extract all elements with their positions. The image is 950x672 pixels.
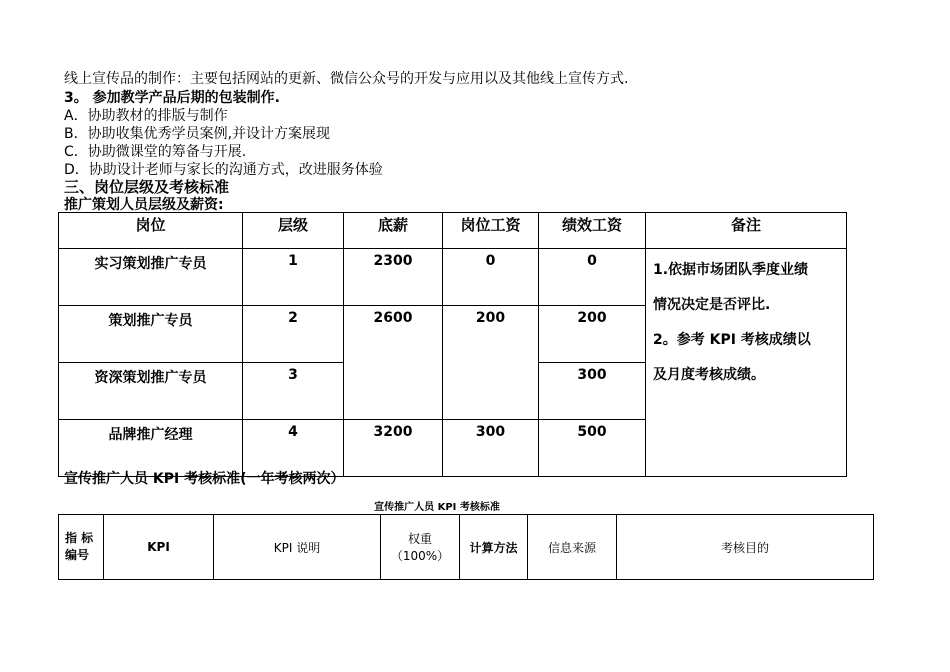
header-purpose: 考核目的 <box>617 515 874 580</box>
section-heading-3: 三、岗位层级及考核标准 <box>64 178 230 196</box>
header-weight <box>381 515 460 580</box>
list-item-a: A．协助教材的排版与制作 <box>64 108 228 124</box>
header-index-number <box>59 515 104 580</box>
cell-level: 3 <box>243 363 344 420</box>
cell-level: 2 <box>243 306 344 363</box>
kpi-heading: 宣传推广人员 KPI 考核标准(一年考核两次） <box>64 471 345 487</box>
cell-performance-wage: 200 <box>539 306 646 363</box>
text-line-online-promo: 线上宣传品的制作：主要包括网站的更新、微信公众号的开发与应用以及其他线上宣传方式. <box>64 71 629 87</box>
header-remarks: 备注 <box>646 213 847 249</box>
cell-post-wage: 300 <box>443 420 539 477</box>
cell-post-wage: 200 <box>443 306 539 420</box>
header-index-line: 编号 <box>65 548 90 562</box>
cell-base-salary: 2600 <box>344 306 443 420</box>
header-position: 岗位 <box>59 213 243 249</box>
section-item-3: 3。 参加教学产品后期的包装制作. <box>64 90 280 106</box>
list-item-b: B．协助收集优秀学员案例,并设计方案展现 <box>64 126 331 142</box>
header-weight-line: 权重 <box>407 532 432 546</box>
cell-performance-wage: 300 <box>539 363 646 420</box>
remark-line: 情况决定是否评比. <box>653 297 771 313</box>
salary-table <box>58 212 847 477</box>
table-title-salary: 推广策划人员层级及薪资: <box>64 197 224 213</box>
cell-post-wage: 0 <box>443 249 539 306</box>
header-calc-method: 计算方法 <box>460 515 528 580</box>
remarks-cell <box>646 249 847 477</box>
table-header-row <box>59 213 847 249</box>
header-kpi-description: KPI 说明 <box>214 515 381 580</box>
cell-level: 1 <box>243 249 344 306</box>
cell-position: 资深策划推广专员 <box>59 363 243 420</box>
list-item-d: D．协助设计老师与家长的沟通方式，改进服务体验 <box>64 162 383 178</box>
remark-line: 1.依据市场团队季度业绩 <box>653 262 809 278</box>
table-row <box>59 249 847 306</box>
cell-base-salary: 3200 <box>344 420 443 477</box>
cell-position: 品牌推广经理 <box>59 420 243 477</box>
header-weight-line: （100%） <box>390 549 450 563</box>
header-index-line: 指 标 <box>65 531 94 545</box>
kpi-table <box>58 514 874 580</box>
cell-position: 策划推广专员 <box>59 306 243 363</box>
header-info-source: 信息来源 <box>528 515 617 580</box>
remark-line: 2。参考 KPI 考核成绩以 <box>653 332 811 348</box>
header-kpi: KPI <box>104 515 214 580</box>
header-level: 层级 <box>243 213 344 249</box>
header-performance-wage: 绩效工资 <box>539 213 646 249</box>
kpi-table-caption: 宣传推广人员 KPI 考核标准 <box>374 502 500 513</box>
cell-performance-wage: 500 <box>539 420 646 477</box>
header-base-salary: 底薪 <box>344 213 443 249</box>
list-item-c: C．协助微课堂的筹备与开展. <box>64 144 247 160</box>
remark-line: 及月度考核成绩。 <box>653 367 765 383</box>
cell-position: 实习策划推广专员 <box>59 249 243 306</box>
cell-performance-wage: 0 <box>539 249 646 306</box>
cell-base-salary: 2300 <box>344 249 443 306</box>
header-post-wage: 岗位工资 <box>443 213 539 249</box>
table-header-row <box>59 515 874 580</box>
cell-level: 4 <box>243 420 344 477</box>
